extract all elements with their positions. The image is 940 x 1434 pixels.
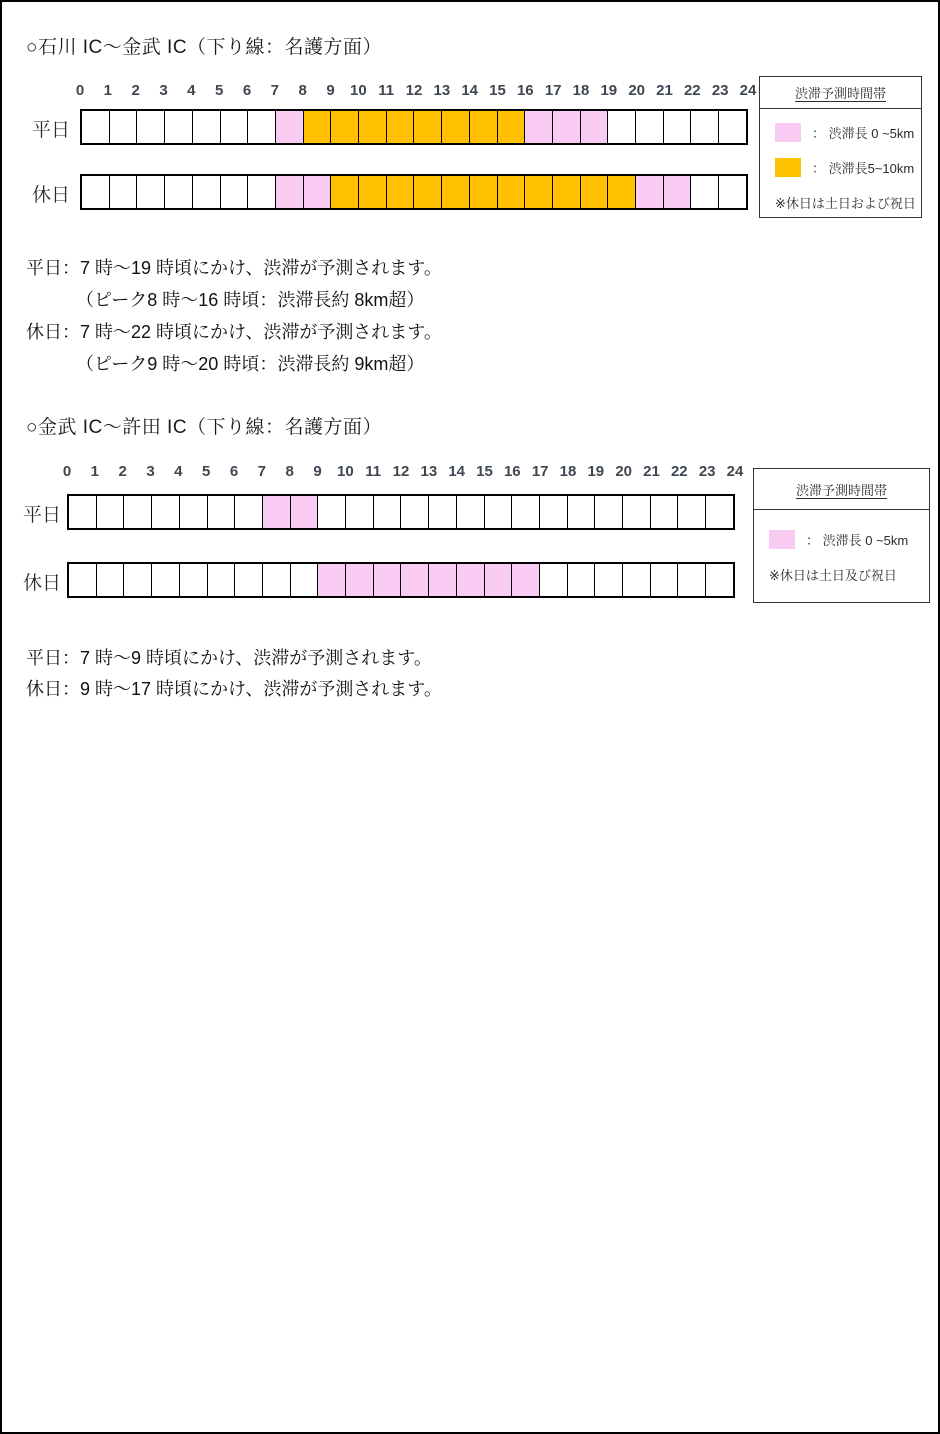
- time-cell: [207, 564, 235, 596]
- section-title-kin-kyoda: ○金武 IC～許田 IC（下り線：名護方面）: [26, 417, 383, 438]
- time-cell: [179, 564, 207, 596]
- time-cell: [358, 111, 386, 143]
- time-cell: [663, 111, 691, 143]
- hour-label: 10: [349, 82, 367, 99]
- time-cell: [484, 564, 512, 596]
- hour-label: 11: [365, 463, 382, 480]
- hour-label: 8: [285, 463, 294, 480]
- hour-label: 12: [392, 463, 410, 480]
- hour-label: 13: [420, 463, 438, 480]
- time-cell: [552, 111, 580, 143]
- hour-label: 24: [726, 463, 744, 480]
- legend-header: [760, 77, 921, 109]
- time-cell: [247, 111, 275, 143]
- time-cell: [650, 496, 678, 528]
- time-cell: [303, 176, 331, 208]
- time-cell: [718, 176, 746, 208]
- hour-label: 24: [739, 82, 757, 99]
- time-cell: [373, 564, 401, 596]
- hour-label: 11: [378, 82, 395, 99]
- note-line: （ピーク9 時～20 時頃：渋滞長約 9km超）: [76, 354, 425, 374]
- time-cell: [400, 496, 428, 528]
- hour-label: 14: [448, 463, 465, 480]
- time-cell: [275, 176, 303, 208]
- hour-label: 18: [572, 82, 590, 99]
- legend-body: [760, 109, 921, 212]
- note-line: 平日：7 時～19 時頃にかけ、渋滞が予測されます。: [26, 258, 442, 278]
- time-cell: [690, 176, 718, 208]
- legend-title: 渋滞予測時間帯: [794, 86, 886, 101]
- legend-item-label: ： 渋滞長5~10km: [812, 161, 915, 176]
- hour-label: 5: [214, 82, 224, 99]
- hour-label: 16: [503, 463, 521, 480]
- time-cell: [164, 176, 192, 208]
- legend-item-orange: [775, 158, 915, 177]
- hour-label: 21: [643, 463, 660, 480]
- hour-label: 14: [461, 82, 478, 99]
- time-cell: [622, 564, 650, 596]
- time-cell: [386, 111, 414, 143]
- time-cell: [345, 496, 373, 528]
- hour-label: 0: [75, 82, 85, 99]
- hour-label: 8: [298, 82, 307, 99]
- time-cell: [358, 176, 386, 208]
- time-cell: [539, 496, 567, 528]
- time-cell: [663, 176, 691, 208]
- row-label-weekday: 平日: [23, 505, 62, 526]
- legend-title: 渋滞予測時間帯: [795, 482, 887, 498]
- hour-label: 17: [544, 82, 562, 99]
- time-cell: [635, 176, 663, 208]
- time-cell: [580, 176, 608, 208]
- legend-item-label: ： 渋滞長 0 ~5km: [812, 126, 915, 141]
- time-cell: [109, 111, 137, 143]
- hour-label: 23: [711, 82, 729, 99]
- time-cell: [164, 111, 192, 143]
- time-cell: [290, 496, 318, 528]
- hour-label: 15: [489, 82, 506, 99]
- time-cell: [635, 111, 663, 143]
- time-cell: [413, 111, 441, 143]
- note-line: 休日：7 時～22 時頃にかけ、渋滞が予測されます。: [26, 322, 442, 342]
- hour-label: 15: [476, 463, 493, 480]
- hour-label: 23: [698, 463, 716, 480]
- note-line: （ピーク8 時～16 時頃：渋滞長約 8km超）: [76, 290, 425, 310]
- time-cell: [275, 111, 303, 143]
- hour-label: 2: [131, 82, 140, 99]
- time-cell: [207, 496, 235, 528]
- legend-box: [759, 76, 922, 218]
- time-cell: [220, 176, 248, 208]
- time-cell: [524, 111, 552, 143]
- hour-axis: [62, 463, 744, 481]
- hour-axis: [75, 82, 757, 100]
- time-cell: [497, 111, 525, 143]
- time-cell: [262, 496, 290, 528]
- time-cell: [718, 111, 746, 143]
- time-cell: [497, 176, 525, 208]
- note-line: 休日：9 時～17 時頃にかけ、渋滞が予測されます。: [26, 679, 442, 699]
- pink-swatch-icon: [769, 530, 795, 549]
- time-cell: [484, 496, 512, 528]
- time-cell: [290, 564, 318, 596]
- time-cell: [136, 176, 164, 208]
- hour-label: 3: [159, 82, 168, 99]
- time-cell: [690, 111, 718, 143]
- time-cell: [247, 176, 275, 208]
- hour-label: 6: [229, 463, 239, 480]
- time-cell: [413, 176, 441, 208]
- forecast-notes: [26, 252, 442, 380]
- hour-label: 21: [656, 82, 673, 99]
- hour-label: 1: [90, 463, 99, 480]
- hour-label: 19: [587, 463, 605, 480]
- timeband-grid-holiday: [80, 174, 748, 210]
- legend-note: ※休日は土日および祝日: [775, 196, 916, 211]
- time-cell: [220, 111, 248, 143]
- note-line: 平日：7 時～9 時頃にかけ、渋滞が予測されます。: [26, 648, 432, 668]
- time-cell: [567, 564, 595, 596]
- hour-label: 20: [628, 82, 645, 99]
- hour-label: 13: [433, 82, 451, 99]
- time-cell: [151, 564, 179, 596]
- section-title-ishikawa-kin: ○石川 IC～金武 IC（下り線：名護方面）: [26, 37, 383, 58]
- pink-swatch-icon: [775, 123, 801, 142]
- time-cell: [317, 496, 345, 528]
- time-cell: [96, 496, 124, 528]
- legend-item-pink: [775, 123, 915, 142]
- time-cell: [373, 496, 401, 528]
- time-cell: [511, 564, 539, 596]
- time-cell: [524, 176, 552, 208]
- time-cell: [330, 176, 358, 208]
- legend-header: [754, 469, 929, 510]
- time-cell: [552, 176, 580, 208]
- hour-label: 22: [670, 463, 688, 480]
- time-cell: [69, 496, 96, 528]
- time-cell: [69, 564, 96, 596]
- hour-label: 1: [103, 82, 112, 99]
- hour-label: 6: [242, 82, 252, 99]
- time-cell: [677, 564, 705, 596]
- hour-label: 16: [516, 82, 534, 99]
- hour-label: 3: [146, 463, 155, 480]
- time-cell: [345, 564, 373, 596]
- time-cell: [607, 111, 635, 143]
- time-cell: [622, 496, 650, 528]
- time-cell: [136, 111, 164, 143]
- row-label-holiday: 休日: [32, 185, 71, 206]
- hour-label: 5: [201, 463, 211, 480]
- time-cell: [469, 111, 497, 143]
- time-cell: [151, 496, 179, 528]
- legend-item-pink: [769, 530, 923, 549]
- time-cell: [428, 496, 456, 528]
- legend-note: ※休日は土日及び祝日: [769, 568, 897, 583]
- time-cell: [234, 496, 262, 528]
- forecast-notes: [26, 643, 442, 705]
- time-cell: [179, 496, 207, 528]
- time-cell: [303, 111, 331, 143]
- timeband-grid-weekday: [67, 494, 735, 530]
- hour-label: 12: [405, 82, 423, 99]
- time-cell: [456, 496, 484, 528]
- hour-label: 17: [531, 463, 549, 480]
- time-cell: [234, 564, 262, 596]
- hour-label: 10: [336, 463, 354, 480]
- time-cell: [428, 564, 456, 596]
- hour-label: 18: [559, 463, 577, 480]
- legend-item-label: ： 渋滞長 0 ~5km: [806, 533, 909, 548]
- time-cell: [456, 564, 484, 596]
- hour-label: 4: [174, 463, 183, 480]
- time-cell: [580, 111, 608, 143]
- time-cell: [317, 564, 345, 596]
- time-cell: [607, 176, 635, 208]
- timeband-grid-weekday: [80, 109, 748, 145]
- hour-label: 20: [615, 463, 632, 480]
- orange-swatch-icon: [775, 158, 801, 177]
- legend-box: [753, 468, 930, 603]
- row-label-holiday: 休日: [23, 573, 62, 594]
- time-cell: [386, 176, 414, 208]
- time-cell: [511, 496, 539, 528]
- time-cell: [192, 111, 220, 143]
- legend-body: [754, 510, 929, 584]
- hour-label: 19: [600, 82, 618, 99]
- hour-label: 9: [313, 463, 322, 480]
- time-cell: [441, 111, 469, 143]
- row-label-weekday: 平日: [32, 120, 71, 141]
- time-cell: [567, 496, 595, 528]
- hour-label: 0: [62, 463, 72, 480]
- time-cell: [82, 176, 109, 208]
- time-cell: [469, 176, 497, 208]
- hour-label: 9: [326, 82, 335, 99]
- time-cell: [96, 564, 124, 596]
- time-cell: [650, 564, 678, 596]
- time-cell: [192, 176, 220, 208]
- time-cell: [82, 111, 109, 143]
- time-cell: [594, 564, 622, 596]
- hour-label: 2: [118, 463, 127, 480]
- time-cell: [705, 564, 733, 596]
- time-cell: [330, 111, 358, 143]
- time-cell: [123, 496, 151, 528]
- timeband-grid-holiday: [67, 562, 735, 598]
- time-cell: [677, 496, 705, 528]
- hour-label: 7: [270, 82, 279, 99]
- time-cell: [539, 564, 567, 596]
- time-cell: [594, 496, 622, 528]
- time-cell: [441, 176, 469, 208]
- time-cell: [400, 564, 428, 596]
- time-cell: [109, 176, 137, 208]
- hour-label: 22: [683, 82, 701, 99]
- time-cell: [262, 564, 290, 596]
- hour-label: 4: [187, 82, 196, 99]
- time-cell: [123, 564, 151, 596]
- hour-label: 7: [257, 463, 266, 480]
- time-cell: [705, 496, 733, 528]
